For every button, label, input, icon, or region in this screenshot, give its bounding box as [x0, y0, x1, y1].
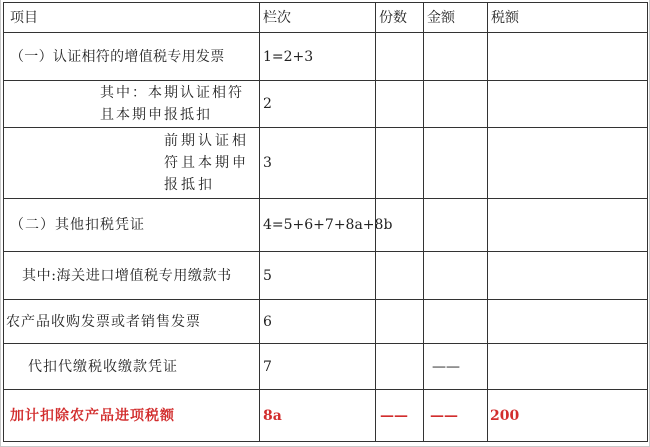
- row-item-label: 前期认证相符且本期申报抵扣: [164, 133, 249, 193]
- header-row: [4, 3, 648, 33]
- row-amount-cell: [424, 81, 488, 128]
- table-row: [4, 344, 648, 390]
- row-item-cell: [4, 390, 260, 442]
- row-column-cell: 4=5+6+7+8a+8b: [260, 199, 376, 252]
- row-item-cell: [4, 344, 260, 390]
- table-row-highlighted: [4, 390, 648, 442]
- table-row: [4, 300, 648, 344]
- row-copies-cell: ——: [376, 390, 424, 442]
- row-column-cell: 8a: [260, 390, 376, 442]
- table-row: [4, 81, 648, 128]
- table-row: [4, 252, 648, 300]
- row-column-cell: 7: [260, 344, 376, 390]
- row-copies-cell: [376, 128, 424, 199]
- row-amount-cell: [424, 199, 488, 252]
- row-item-cell: [4, 128, 260, 199]
- row-item-label: 加计扣除农产品进项税额: [10, 407, 175, 424]
- row-item-label: 其中:海关进口增值税专用缴款书: [22, 267, 232, 284]
- row-column-cell: 2: [260, 81, 376, 128]
- table-row: [4, 33, 648, 81]
- row-tax-cell: [488, 300, 648, 344]
- row-amount-cell: [424, 128, 488, 199]
- row-tax-cell: [488, 128, 648, 199]
- row-column-cell: 5: [260, 252, 376, 300]
- row-copies-cell: [376, 33, 424, 81]
- row-tax-cell: 200: [488, 390, 648, 442]
- row-item-cell: [4, 199, 260, 252]
- row-tax-cell: [488, 81, 648, 128]
- row-item-cell: [4, 81, 260, 128]
- row-tax-cell: [488, 199, 648, 252]
- row-item-label: 农产品收购发票或者销售发票: [6, 313, 201, 330]
- row-amount-cell: ——: [424, 344, 488, 390]
- row-item-cell: [4, 33, 260, 81]
- row-amount-cell: [424, 300, 488, 344]
- row-tax-cell: [488, 33, 648, 81]
- header-column: 栏次: [260, 3, 376, 33]
- row-copies-cell: [376, 344, 424, 390]
- tax-deduction-table: [3, 2, 648, 442]
- header-tax: 税额: [488, 3, 648, 33]
- row-column-cell: 1=2+3: [260, 33, 376, 81]
- table-row: [4, 199, 648, 252]
- row-tax-cell: [488, 344, 648, 390]
- row-item-label: 代扣代缴税收缴款凭证: [28, 358, 178, 375]
- row-column-cell: 3: [260, 128, 376, 199]
- header-copies: 份数: [376, 3, 424, 33]
- row-item-label: （一）认证相符的增值税专用发票: [10, 48, 225, 65]
- row-copies-cell: [376, 81, 424, 128]
- header-item: 项目: [4, 3, 260, 33]
- row-amount-cell: [424, 252, 488, 300]
- row-item-cell: [4, 252, 260, 300]
- row-item-cell: [4, 300, 260, 344]
- row-copies-cell: [376, 252, 424, 300]
- row-item-label: （二）其他扣税凭证: [10, 217, 145, 233]
- row-item-label: 其中：本期认证相符且本期申报抵扣: [100, 85, 244, 123]
- header-amount: 金额: [424, 3, 488, 33]
- row-amount-cell: [424, 33, 488, 81]
- row-column-cell: 6: [260, 300, 376, 344]
- row-amount-cell: ——: [424, 390, 488, 442]
- row-copies-cell: [376, 300, 424, 344]
- row-tax-cell: [488, 252, 648, 300]
- table-row: [4, 128, 648, 199]
